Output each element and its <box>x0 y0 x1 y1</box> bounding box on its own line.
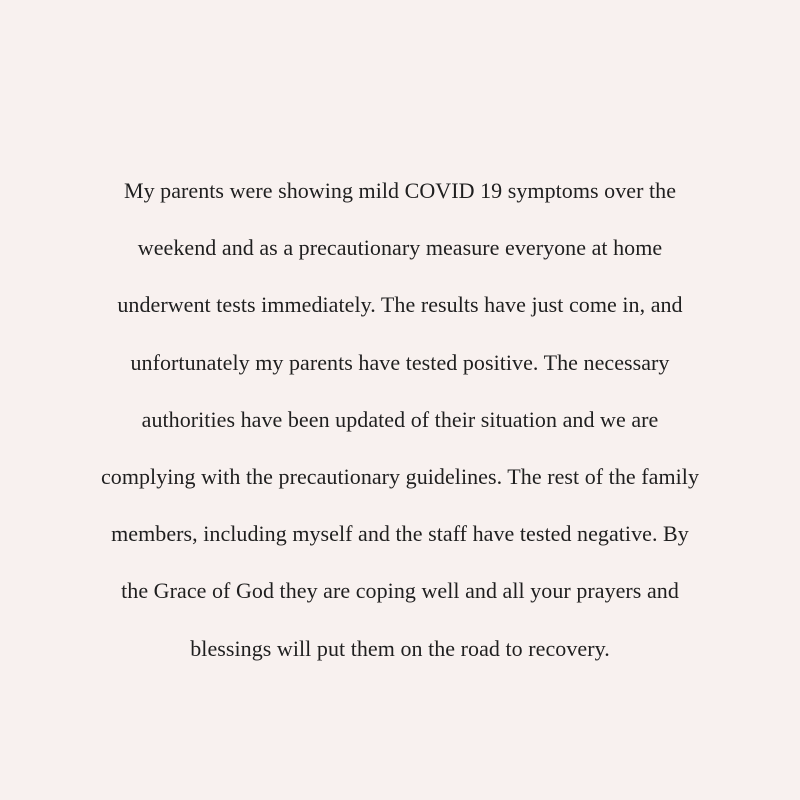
statement-line: members, including myself and the staff have tested negative. By <box>111 521 689 547</box>
statement-line: My parents were showing mild COVID 19 symptoms over the <box>123 178 677 203</box>
statement-line: underwent tests immediately. The results have just come in, and <box>117 292 683 318</box>
statement-line: authorities have been updated of their situation and we are <box>141 406 659 432</box>
statement-line: unfortunately my parents have tested positive. The necessary <box>130 349 670 375</box>
statement-line: blessings will put them on the road to recovery. <box>190 635 610 661</box>
statement-line: complying with the precautionary guidelines. The rest of the family <box>100 463 699 489</box>
statement-line: the Grace of God they are coping well and all your prayers and <box>121 578 679 604</box>
statement-text <box>0 171 800 686</box>
statement-line: weekend and as a precautionary measure everyone at home <box>137 235 663 261</box>
